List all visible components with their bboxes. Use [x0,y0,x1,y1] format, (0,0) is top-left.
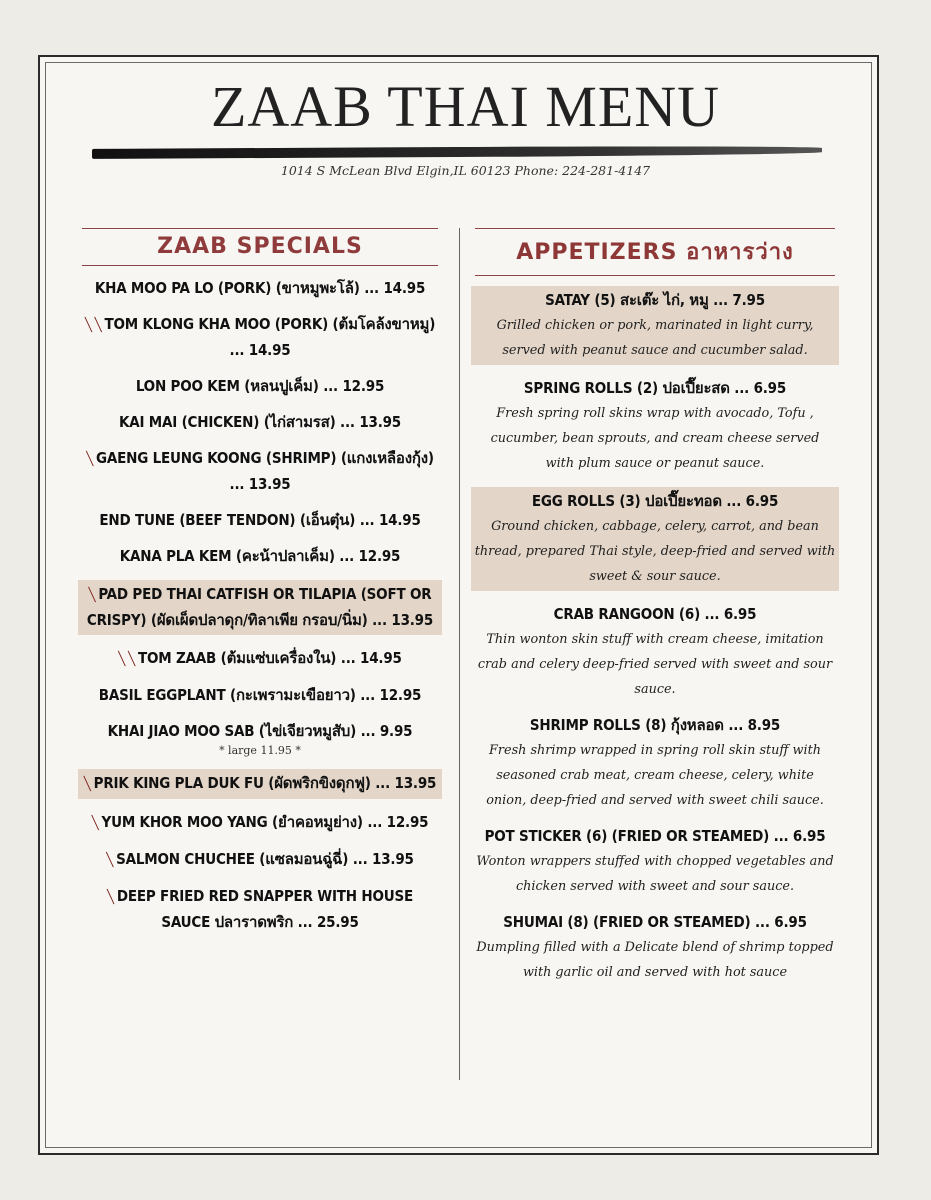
chili-icon: ╲ [88,588,96,603]
specials-heading: ZAAB SPECIALS [82,228,438,266]
menu-item-name [82,683,438,708]
appetizer-name: SHUMAI (8) (FRIED OR STEAMED) ... 6.95 [503,913,807,931]
menu-item-name [82,810,438,836]
appetizer-item [475,713,835,813]
chili-icon: ╲ [128,652,135,667]
appetizer-description: Ground chicken, cabbage, celery, carrot, and bean thread, prepared Thai style, deep-fried and served with sweet & sour sauce. [474,519,836,584]
menu-item-name [82,276,438,301]
menu-item [82,410,438,435]
menu-item [82,276,438,301]
menu-item-name [82,646,438,672]
chili-icon: ╲ [84,318,92,333]
menu-item [82,810,438,836]
menu-item-label: LON POO KEM (หลนปูเค็ม) ... 12.95 [135,377,385,395]
appetizer-description: Grilled chicken or pork, marinated in light curry, served with peanut sauce and cucumber salad. [496,318,814,358]
menu-item [82,884,438,935]
menu-item [82,719,438,758]
appetizer-name: SPRING ROLLS (2) ปอเปี๊ยะสด ... 6.95 [523,379,787,397]
appetizer-item [475,824,835,899]
appetizer-description: Dumpling filled with a Delicate blend of shrimp topped with garlic oil and served with hot sauce [476,940,834,980]
menu-item [82,508,438,533]
column-divider [459,228,460,1080]
appetizer-name: CRAB RANGOON (6) ... 6.95 [553,605,757,623]
appetizer-description: Fresh spring roll skins wrap with avocado, Tofu , cucumber, bean sprouts, and cream cheese served with plum sauce or peanut sauce. [490,406,820,471]
menu-item-note: * large 11.95 * [219,744,301,757]
appetizer-description: Wonton wrappers stuffed with chopped vegetables and chicken served with sweet and sour sauce. [476,854,834,894]
appetizer-description: Fresh shrimp wrapped in spring roll skin stuff with seasoned crab meat, cream cheese, celery, white onion, deep-fried and served with sweet chili sauce. [486,743,824,808]
chili-icon: ╲ [106,890,114,905]
menu-item [78,769,442,799]
chili-icon: ╲ [91,816,99,831]
chili-icon: ╲ [83,777,91,792]
menu-item-label: KANA PLA KEM (คะน้าปลาเค็ม) ... 12.95 [119,547,401,565]
menu-title: ZAAB THAI MENU [210,74,721,139]
menu-item-label: PRIK KING PLA DUK FU (ผัดพริกขิงดุกฟู) ... 13.95 [93,774,437,792]
menu-item-name [82,544,438,569]
appetizer-description: Thin wonton skin stuff with cream cheese, imitation crab and celery deep-fried served with sweet and sour sauce. [477,632,833,697]
menu-item-name [82,508,438,533]
menu-item-label: KHAI JIAO MOO SAB (ไข่เจียวหมูสับ) ... 9.95 [107,722,413,740]
menu-item [82,446,438,497]
menu-item-label: DEEP FRIED RED SNAPPER WITH HOUSE SAUCE ปลาราดพริก ... 25.95 [116,887,414,931]
menu-item-label: PAD PED THAI CATFISH OR TILAPIA (SOFT OR CRISPY) (ผัดเผ็ดปลาดุก/ทิลาเพีย กรอบ/นิ่ม) ... 13.95 [86,585,434,629]
menu-item-label: SALMON CHUCHEE (แซลมอนฉู่ฉี่) ... 13.95 [116,850,414,868]
chili-icon: ╲ [118,652,126,667]
menu-item-name [82,410,438,435]
menu-item-label: KHA MOO PA LO (PORK) (ขาหมูพะโล้) ... 14.95 [94,279,426,297]
menu-item [78,580,442,635]
chili-icon: ╲ [94,318,102,333]
appetizer-item [475,376,835,476]
menu-item-name [82,312,438,363]
menu-item-name [82,374,438,399]
menu-item-label: KAI MAI (CHICKEN) (ไก่สามรส) ... 13.95 [118,413,402,431]
chili-icon: ╲ [106,853,114,868]
appetizer-name: SHRIMP ROLLS (8) กุ้งหลอด ... 8.95 [529,716,781,734]
appetizer-item [475,602,835,702]
menu-item-name [81,582,439,633]
appetizer-item [471,487,839,591]
menu-item-label: END TUNE (BEEF TENDON) (เอ็นตุ๋น) ... 14.95 [99,511,421,529]
menu-item-label: TOM ZAAB (ต้มแซ่บเครื่องใน) ... 14.95 [137,649,402,667]
menu-item [82,312,438,363]
menu-item [82,646,438,672]
menu-item [82,374,438,399]
menu-item [82,847,438,873]
menu-item-name [82,446,438,497]
appetizers-heading: APPETIZERS อาหารว่าง [475,228,835,276]
chili-icon: ╲ [86,452,94,467]
menu-item-name [81,771,439,797]
menu-item-label: YUM KHOR MOO YANG (ยำคอหมูย่าง) ... 12.95 [101,813,429,831]
specials-column [82,228,438,946]
menu-item-name [82,884,438,935]
appetizer-item [475,910,835,985]
menu-item [82,544,438,569]
menu-item-label: BASIL EGGPLANT (กะเพรามะเขือยาว) ... 12.95 [98,686,422,704]
appetizer-name: EGG ROLLS (3) ปอเปี๊ยะทอด ... 6.95 [531,492,779,510]
menu-item-label: GAENG LEUNG KOONG (SHRIMP) (แกงเหลืองกุ้ง) ... 13.95 [96,449,434,493]
appetizer-name: SATAY (5) สะเต๊ะ ไก่, หมู ... 7.95 [545,291,765,309]
menu-item-label: TOM KLONG KHA MOO (PORK) (ต้มโคล้งขาหมู) ... 14.95 [104,315,436,359]
menu-item-name [82,719,438,744]
appetizer-name: POT STICKER (6) (FRIED OR STEAMED) ... 6.95 [484,827,826,845]
menu-item [82,683,438,708]
restaurant-address: 1014 S McLean Blvd Elgin,IL 60123 Phone: 224-281-4147 [280,163,651,178]
menu-item-name [82,847,438,873]
appetizer-item [471,286,839,365]
appetizers-column [475,228,835,996]
